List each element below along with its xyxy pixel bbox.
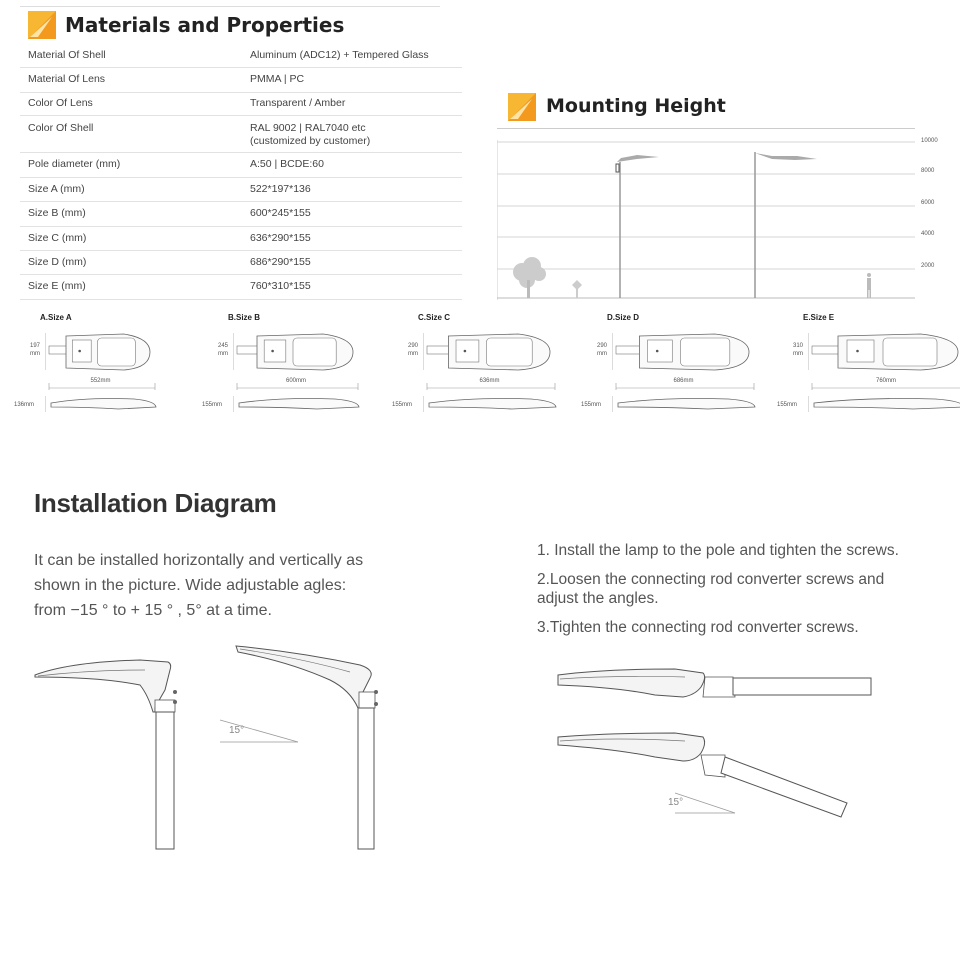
tick-6000: 6000 — [921, 200, 935, 206]
row-value — [250, 115, 462, 152]
size-width: 245 mm — [217, 343, 228, 357]
top-view-icon — [45, 330, 162, 375]
size-height: 155mm — [202, 402, 223, 408]
side-view-icon — [808, 395, 960, 413]
size-width: 310 mm — [792, 343, 803, 357]
step-3: 3.Tighten the connecting rod converter screws. — [537, 619, 859, 636]
top-view-icon — [612, 330, 761, 375]
size-length: 600mm — [285, 378, 306, 384]
size-height: 155mm — [777, 402, 798, 408]
tick-4000: 4000 — [921, 231, 935, 237]
top-view-icon — [808, 330, 960, 375]
row-label: Size B (mm) — [20, 201, 250, 226]
row-label: Material Of Shell — [20, 44, 250, 67]
row-label: Size D (mm) — [20, 250, 250, 274]
table-row — [20, 92, 462, 115]
angle-label: 15° — [229, 725, 245, 736]
mounting-divider — [497, 128, 915, 129]
installation-drawings-left — [30, 640, 400, 855]
size-label: B.Size B — [228, 313, 261, 322]
tick-2000: 2000 — [921, 263, 935, 269]
desc-line: It can be installed horizontally and vertically as — [34, 552, 364, 569]
table-row — [20, 177, 462, 201]
size-length: 760mm — [875, 378, 896, 384]
angle-label-right: 15° — [668, 797, 684, 808]
size-height: 136mm — [14, 402, 35, 408]
size-label: C.Size C — [418, 313, 451, 322]
size-label: A.Size A — [40, 313, 72, 322]
size-height: 155mm — [581, 402, 602, 408]
size-length: 636mm — [479, 378, 500, 384]
installation-steps — [537, 541, 952, 637]
row-value: 522*197*136 — [250, 177, 462, 201]
side-view-icon — [45, 395, 162, 413]
materials-title: Materials and Properties — [65, 13, 345, 37]
installation-title: Installation Diagram — [34, 488, 277, 518]
table-row — [20, 115, 462, 152]
row-label: Pole diameter (mm) — [20, 152, 250, 177]
table-row — [20, 201, 462, 226]
mounting-title: Mounting Height — [546, 95, 726, 117]
top-view-icon — [233, 330, 365, 375]
desc-line: shown in the picture. Wide adjustable agles: — [34, 577, 347, 594]
side-view-icon — [423, 395, 562, 413]
table-row — [20, 250, 462, 274]
table-row — [20, 152, 462, 177]
row-label: Size E (mm) — [20, 274, 250, 299]
row-value-line1: RAL 9002 | RAL7040 etc — [250, 121, 366, 134]
desc-line: from −15 ° to + 15 ° , 5° at a time. — [34, 602, 272, 619]
step-1: 1. Install the lamp to the pole and tighten the screws. — [537, 542, 899, 559]
row-value: 686*290*155 — [250, 250, 462, 274]
row-value-line2: (customized by customer) — [250, 134, 371, 147]
step-2: 2.Loosen the connecting rod converter screws and — [537, 571, 885, 588]
table-row — [20, 226, 462, 250]
row-value: 760*310*155 — [250, 274, 462, 299]
top-divider — [20, 6, 440, 7]
section-marker-icon — [508, 93, 536, 121]
size-length: 686mm — [673, 378, 694, 384]
table-row — [20, 274, 462, 299]
mounting-height-diagram — [497, 140, 915, 300]
row-label: Size A (mm) — [20, 177, 250, 201]
size-width: 290 mm — [407, 343, 418, 357]
size-length: 552mm — [90, 378, 111, 384]
row-value: PMMA | PC — [250, 67, 462, 92]
section-marker-icon — [28, 11, 56, 39]
row-label: Size C (mm) — [20, 226, 250, 250]
table-row — [20, 67, 462, 92]
tick-8000: 8000 — [921, 168, 935, 174]
row-label: Color Of Shell — [20, 115, 250, 152]
row-label: Color Of Lens — [20, 92, 250, 115]
top-view-icon — [423, 330, 562, 375]
installation-drawings-right — [555, 665, 875, 825]
step-2-cont: adjust the angles. — [537, 590, 659, 607]
size-label: D.Size D — [607, 313, 640, 322]
table-row — [20, 44, 462, 67]
size-label: E.Size E — [803, 313, 835, 322]
tick-10000: 10000 — [921, 138, 938, 144]
row-value: Transparent / Amber — [250, 92, 462, 115]
size-width: 290 mm — [596, 343, 607, 357]
installation-description — [34, 548, 414, 623]
row-value: A:50 | BCDE:60 — [250, 152, 462, 177]
row-value: 636*290*155 — [250, 226, 462, 250]
side-view-icon — [612, 395, 761, 413]
row-label: Material Of Lens — [20, 67, 250, 92]
size-height: 155mm — [392, 402, 413, 408]
size-width: 197 mm — [29, 343, 40, 357]
side-view-icon — [233, 395, 365, 413]
materials-table — [20, 44, 462, 300]
row-value: Aluminum (ADC12) + Tempered Glass — [250, 44, 462, 67]
row-value: 600*245*155 — [250, 201, 462, 226]
